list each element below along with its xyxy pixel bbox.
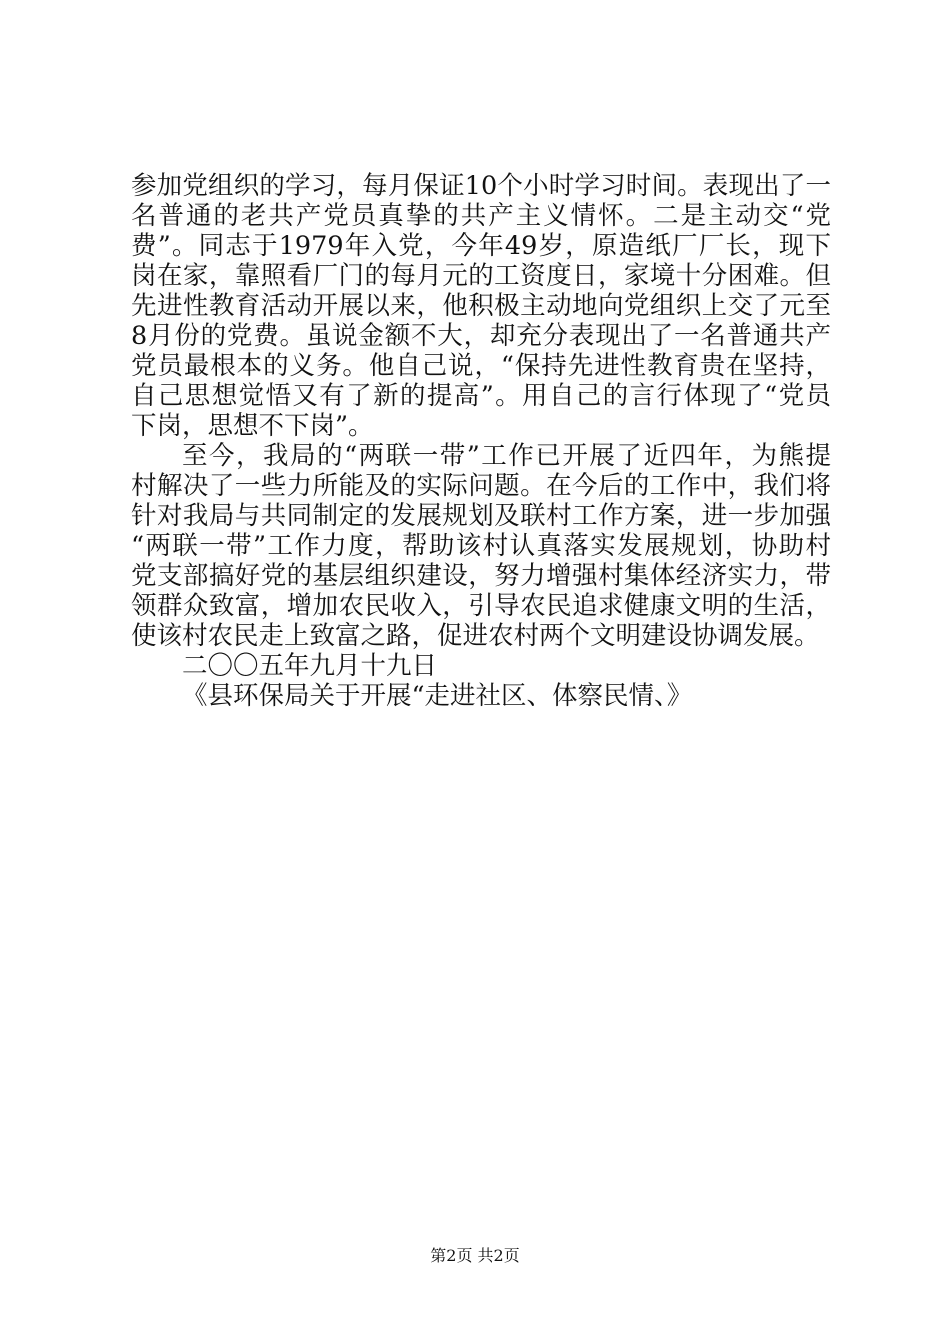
document-date: 二〇〇五年九月十九日 [182, 651, 438, 681]
text-line: “两联一带”工作力度，帮助该村认真落实发展规划，协助村 [131, 531, 831, 561]
document-title-reference: 《县环保局关于开展“走进社区、体察民情、》 [182, 681, 693, 711]
document-body [131, 171, 831, 711]
text-line: 村解决了一些力所能及的实际问题。在今后的工作中，我们将 [131, 471, 831, 501]
text-line: 自己思想觉悟又有了新的提高”。用自己的言行体现了“党员 [131, 381, 831, 411]
text-line: 8月份的党费。虽说金额不大，却充分表现出了一名普通共产 [131, 321, 831, 351]
paragraph-2 [131, 441, 831, 651]
text-line: 岗在家，靠照看厂门的每月元的工资度日，家境十分困难。但 [131, 261, 831, 291]
text-line: 领群众致富，增加农民收入，引导农民追求健康文明的生活， [131, 591, 831, 621]
text-line: 至今，我局的“两联一带”工作已开展了近四年，为熊提 [182, 441, 831, 471]
text-line: 党支部搞好党的基层组织建设，努力增强村集体经济实力，带 [131, 561, 831, 591]
text-line: 党员最根本的义务。他自己说，“保持先进性教育贵在坚持， [131, 351, 831, 381]
text-line: 下岗，思想不下岗”。 [131, 411, 374, 441]
paragraph-1 [131, 171, 831, 441]
text-line: 名普通的老共产党员真挚的共产主义情怀。二是主动交“党 [131, 201, 831, 231]
text-line: 费”。同志于1979年入党，今年49岁，原造纸厂厂长，现下 [131, 231, 831, 261]
text-line: 使该村农民走上致富之路，促进农村两个文明建设协调发展。 [131, 621, 820, 651]
text-line: 参加党组织的学习，每月保证10个小时学习时间。表现出了一 [131, 171, 831, 201]
text-line: 先进性教育活动开展以来，他积极主动地向党组织上交了元至 [131, 291, 831, 321]
page-number-footer: 第2页 共2页 [430, 1246, 520, 1265]
text-line: 针对我局与共同制定的发展规划及联村工作方案，进一步加强 [131, 501, 831, 531]
